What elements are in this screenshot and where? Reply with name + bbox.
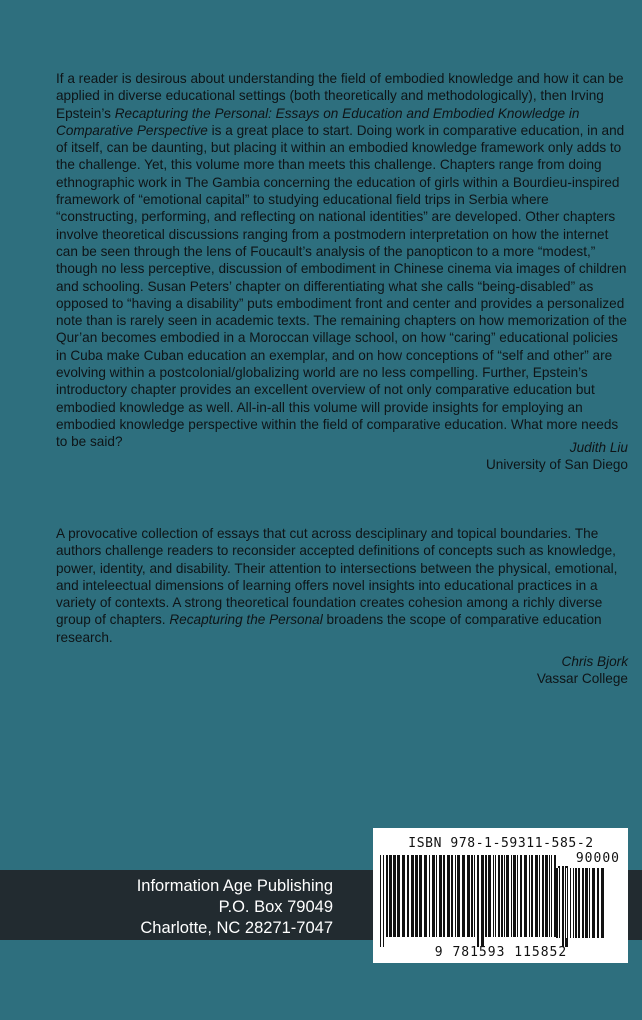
barcode-stripe: [545, 855, 548, 937]
barcode-stripe: [524, 855, 527, 937]
barcode-stripe: [481, 855, 484, 947]
review2-attribution: [537, 653, 628, 688]
review1-author: Judith Liu: [569, 440, 628, 455]
review-judith-liu: [56, 70, 628, 451]
barcode-stripe: [447, 855, 450, 937]
ean-number: 9 781593 115852: [434, 945, 568, 960]
barcode-stripe: [467, 855, 470, 937]
review1-text-end: is a great place to start. Doing work in comparative education, in and of itself, can be daunting, but placing it within an embodied knowledge framework only adds to the challenge. Yet, this volume more than meets this challenge. Chapters range from doing ethnographic work in The Gambia concerning the education of girls within a Bourdieu-inspired framework of “emotional capital” to studying educational field trips in Serbia where “constructing, performing, and reflecting on national identities” are developed. Other chapters involve theoretical discussions ranging from a postmodern interpretation on how the internet can be seen through the lens of Foucault’s analysis of the panopticon to a more “modest,” though no less perceptive, discussion of embodiment in Chinese cinema via images of children and schooling. Susan Peters’ chapter on differentiating what she calls “being-disabled” as opposed to “having a disability” puts embodiment front and center and provides a personalized note than is rarely seen in academic texts. The remaining chapters on how memorization of the Qur’an becomes embodied in a Moroccan village school, on how “caring” educational policies in Cuba make Cuban education an exemplar, and on how conceptions of “self and other” are evolving within a postcolonial/globalizing world are no less compelling. Further, Epstein’s introductory chapter provides an excellent overview of not only comparative education but embodied knowledge as well. All-in-all this volume will provide insights for employing an embodied knowledge perspective within the field of comparative education. What more needs to be said?: [56, 122, 627, 450]
publisher-city: Charlotte, NC 28271-7047: [140, 919, 333, 937]
barcode-stripe: [535, 855, 538, 937]
review1-text-start: If a reader is desirous about understanding the field of embodied knowledge and how it can be applied in diverse educational settings (both theoretically and methodologically), then Irving Epstein’s: [56, 71, 624, 121]
barcode-stripe: [389, 855, 392, 937]
barcode-stripe: [429, 855, 430, 937]
barcode-stripe: [570, 868, 571, 938]
publisher-name: Information Age Publishing: [136, 877, 333, 895]
barcode-stripe: [504, 855, 505, 937]
barcode-stripe: [592, 868, 595, 938]
barcode-stripe: [488, 855, 491, 937]
barcode-stripe: [565, 868, 566, 938]
review1-attribution: [486, 439, 628, 474]
barcode-stripe: [477, 855, 479, 947]
review1-book-title: Recapturing the Personal: Essays on Education and Embodied Knowledge in Comparative Perspective: [56, 105, 580, 138]
barcode-stripe: [402, 855, 405, 937]
barcode-stripe: [411, 855, 414, 937]
barcode-stripe: [455, 855, 456, 937]
price-code-label: 90000: [556, 851, 620, 866]
barcode-stripe: [506, 855, 509, 937]
review2-text-start: A provocative collection of essays that cut across desciplinary and topical boundaries. The authors challenge readers to reconsider accepted definitions of concepts such as knowledge, power, identity, and disability. Their attention to intersections between the physical, emotional, and inteleectual dimensions of learning offers novel insights into educational practices in a variety of contexts. A strong theoretical foundation creates cohesion among a richly diverse group of chapters.: [56, 526, 618, 628]
review-chris-bjork: [56, 525, 628, 646]
barcode-stripe: [585, 868, 588, 938]
barcode-stripe: [531, 855, 533, 937]
review2-book-title: Recapturing the Personal: [169, 612, 323, 628]
barcode-stripe: [575, 868, 577, 938]
barcode-stripe: [501, 855, 503, 937]
publisher-address: P.O. Box 79049: [218, 898, 333, 916]
barcode-stripe: [436, 855, 437, 937]
barcode-stripe: [397, 855, 400, 937]
barcode-stripe: [380, 855, 381, 947]
price-barcode-bars: [556, 868, 620, 938]
barcode-stripe: [517, 855, 518, 937]
review2-text-end: broadens the scope of comparative education research.: [56, 612, 602, 645]
barcode-stripe: [511, 855, 512, 937]
barcode-stripe: [597, 868, 599, 938]
barcode-stripe: [513, 855, 516, 937]
barcode-stripe: [474, 855, 475, 937]
barcode-stripe: [573, 868, 574, 938]
barcode-stripe: [601, 868, 604, 938]
barcode-stripe: [386, 855, 388, 937]
barcode-stripe: [559, 868, 560, 938]
barcode-stripe: [432, 855, 435, 937]
barcode-stripe: [556, 868, 558, 938]
barcode-stripe: [529, 855, 530, 937]
barcode-stripe: [393, 855, 396, 937]
barcode-stripe: [495, 855, 496, 937]
review1-affiliation: University of San Diego: [485, 457, 628, 473]
barcode-stripe: [485, 855, 487, 937]
review2-author: Chris Bjork: [561, 654, 628, 669]
barcode-stripe: [498, 855, 500, 937]
review2-affiliation: Vassar College: [536, 671, 628, 687]
barcode-stripe: [562, 868, 564, 938]
isbn-label: ISBN 978-1-59311-585-2: [408, 836, 594, 851]
barcode-stripe: [549, 855, 550, 937]
barcode-stripe: [415, 855, 418, 937]
barcode-stripe: [520, 855, 522, 937]
barcode-stripe: [419, 855, 422, 937]
barcode-stripe: [539, 855, 540, 937]
barcode-stripe: [493, 855, 494, 937]
barcode-stripe: [578, 868, 580, 938]
barcode-stripe: [443, 855, 445, 937]
barcode-stripe: [451, 855, 453, 937]
barcode-stripe: [383, 855, 384, 947]
barcode-stripe: [582, 868, 584, 938]
barcode-stripe: [462, 855, 465, 937]
barcode-stripe: [589, 868, 590, 938]
barcode-stripe: [542, 855, 544, 937]
barcode-stripe: [457, 855, 460, 937]
barcode-stripe: [439, 855, 442, 937]
barcode-stripe: [551, 855, 552, 937]
barcode-stripe: [471, 855, 473, 937]
barcode-stripe: [407, 855, 409, 937]
barcode-stripe: [424, 855, 427, 937]
barcode-stripe: [567, 868, 568, 938]
